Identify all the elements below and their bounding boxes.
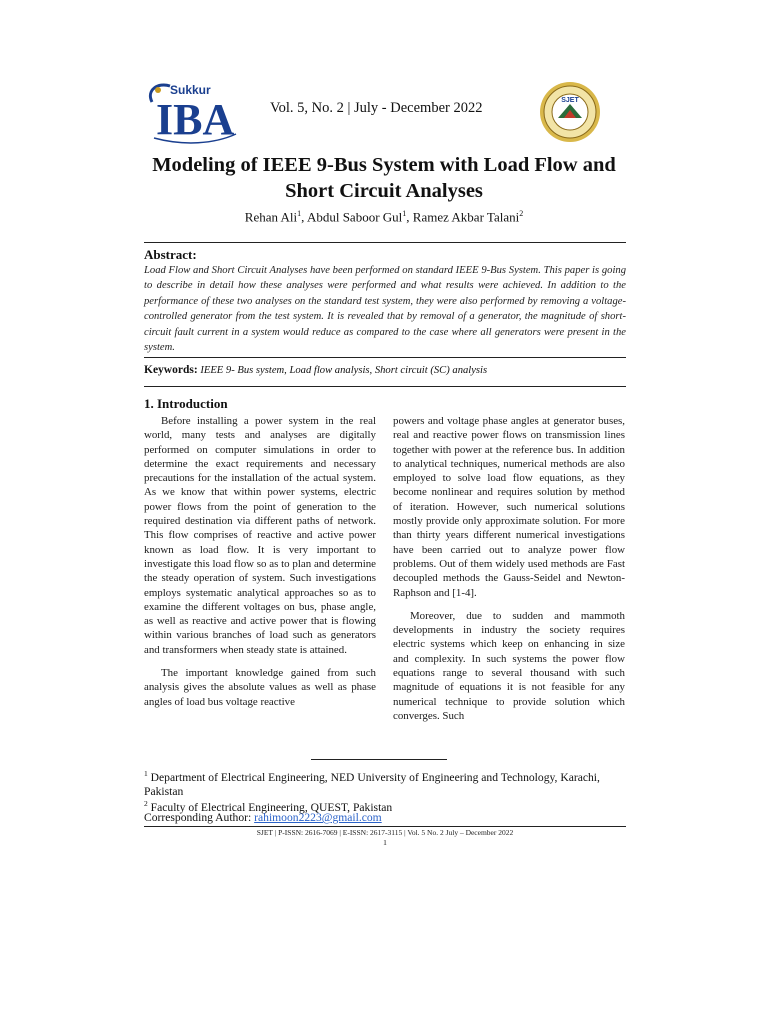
author-name: Rehan Ali [244,209,298,225]
abstract-text: Load Flow and Short Circuit Analyses have been performed on standard IEEE 9-Bus System. This paper is going to describe in detail how these analyses were performed and what results were achieved. In addition to the performance of these two analyses on the standard test system, they were also performed by removing a voltage- controlled generator from the test system. It is revealed that by removal of a generator, the magnitude of short- circuit fault current in a system would reduce as compared to the case where all generators were present in the system. [144,265,626,354]
abstract-top-rule [144,242,626,243]
footer-citation: SJET | P-ISSN: 2616-7069 | E-ISSN: 2617-3115 | Vol. 5 No. 2 July – December 2022 [256,828,514,837]
body-paragraph: Moreover, due to sudden and mammoth developments in industry the society requires electric systems which keep on enhancing in size and complexity. In such systems the power flow equations range to several thousand with such magnitude of equations it is not feasible for any numerical technique to provide solution which converges. Such [393,609,625,722]
footnote-text: Faculty of Electrical Engineering, QUEST, Pakistan [150,800,393,814]
footnote-text: Department of Electrical Engineering, NED University of Engineering and Technology, Karachi, Pakistan [144,770,600,799]
footer-rule [144,826,626,827]
paper-title-line-2: Short Circuit Analyses [285,180,483,202]
journal-volume: Vol. 5, No. 2 | July - December 2022 [270,100,483,116]
author-affiliation-sup: 1 [297,209,302,218]
page-number: 1 [383,838,387,847]
body-paragraph: Before installing a power system in the real world, many tests and analyses are digitally performed on computer simulations in order to determine the exact requirements and necessary precautions for the installation of the actual system. As we know that within power systems, electric power flows from the point of generation to the required destination via different paths of network. This flow comprises of reactive and active power known as load flow. It is very important to investigate this load flow so as to plan and determine the steady operation of system. Such investigations employs systematic analytical approaches so as to examine the different voltages on bus, phase angle, as well as reactive and active power that is flowing within various branches of load such as generators and transformers when steady state is attained. [144,415,376,656]
author-affiliation-sup: 2 [519,209,524,218]
footnote-separator [311,759,447,760]
logo-left-main-text: IBA [156,95,235,144]
sjet-seal-logo [538,80,602,144]
footnote-marker: 2 [144,799,148,808]
logo-right-text: SJET [561,97,579,104]
author-list: Rehan Ali$^1$, Abdul Saboor Gul$^1$, Ramez Akbar Talani$^2$ [244,209,524,225]
paper-title-line-1: Modeling of IEEE 9-Bus System with Load Flow and [152,154,616,176]
body-paragraph: The important knowledge gained from such analysis gives the absolute values as well as phase angles of load bus voltage reactive [144,667,376,708]
corresponding-author [144,811,626,826]
section-heading-introduction: 1. Introduction [144,396,228,411]
corresponding-author-email-link[interactable]: rahimoon2223@gmail.com [254,811,382,824]
keywords-bottom-rule [144,386,626,387]
author-affiliation-sup: 1 [402,209,407,218]
keywords-text: IEEE 9- Bus system, Load flow analysis, Short circuit (SC) analysis [200,365,488,376]
keywords-label: Keywords: [144,364,198,376]
logo-left-small-text: Sukkur [170,83,211,97]
keywords [144,364,626,376]
body-paragraph: powers and voltage phase angles at generator buses, real and reactive power flows on transmission lines together with power at the reference bus. In addition to analytical techniques, numerical methods are also employed to solve load flow equations, as they become nonlinear and requires solution by method of iteration. However, such numerical solutions mostly provide only approximate solution. For more than thirty years different numerical investigations have been carried out to analyze power flow problems. Out of them widely used methods are Fast decoupled methods the Gauss-Seidel and Newton-Raphson and [1-4]. [393,415,625,599]
author-name: Ramez Akbar Talani [412,209,520,225]
paper-title [100,152,668,204]
abstract-heading: Abstract: [144,247,197,262]
corresponding-author-label: Corresponding Author: [144,811,255,824]
footnote-marker: 1 [144,769,148,778]
body-column-left [144,414,376,718]
author-name: Abdul Saboor Gul [306,209,403,225]
abstract-bottom-rule [144,357,626,358]
sukkur-iba-logo [144,80,244,146]
body-column-right [393,414,625,732]
footnote-1 [144,767,626,800]
